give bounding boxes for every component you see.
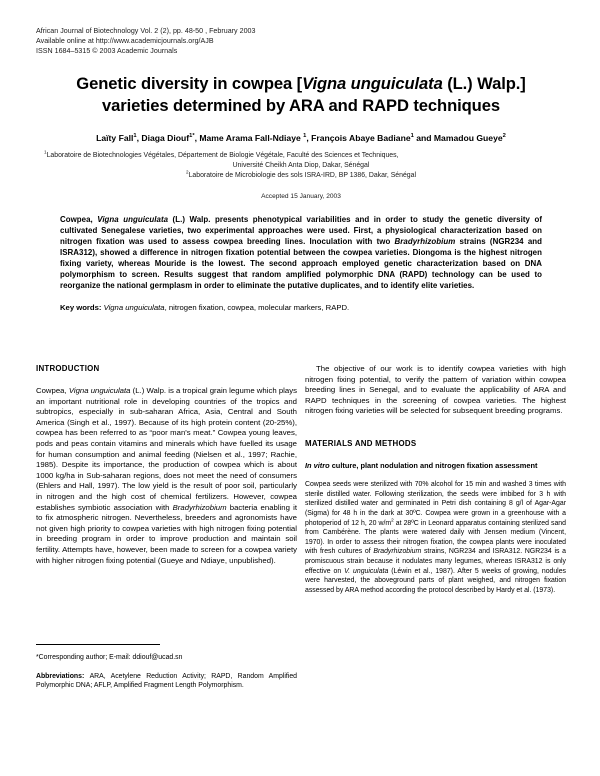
introduction-paragraph-1 [36,386,297,566]
journal-issn-line: ISSN 1684–5315 © 2003 Academic Journals [36,47,178,56]
materials-text-2: at 28ºC in Leonard apparatus containing sterilized sand from Cambérène. The plants were watered daily with Jensen medium (Vincent, 1970). In order to assess their nitrogen fixation, the cowpea plants were inoculated with fresh cultures of [305,519,566,556]
paper-title [36,73,566,118]
materials-text-3: strains, NGR234 and ISRA312. NGR234 is a promiscuous strain because it nodulates many legumes, whereas ISRA312 is only effective on [305,548,566,575]
subsection-heading-in-vitro-culture [305,461,566,471]
keywords [60,303,542,314]
abbreviations-text: ARA, Acetylene Reduction Activity; RAPD, Random Amplified Polymorphic DNA; AFLP, Amplified Fragment Length Polymorphism. [36,672,297,690]
materials-text-1: Cowpea seeds were sterilized with 70% alcohol for 15 min and washed 3 times with sterile distilled water. Following sterilization, the seeds were imbibed for 3 h with sterilized distilled water and germinated in Petri dish containing 8 g/l of Agar-Agar (Sigma) for 48 h in the dark at 30ºC. Cowpea were grown in a greenhouse with a photoperiod of 12 h, 20 w/m [305,481,566,527]
journal-header [36,26,566,57]
keywords-label: Key words: [60,303,104,313]
author-affiliation-marker: 1 [303,132,307,139]
title-species-name: Vigna unguiculata [302,73,443,93]
abstract-text-1: Cowpea, [60,214,98,224]
title-part-2: (L.) Walp.] [442,73,526,93]
author-list: Laïty Fall$^1$, Diaga Diouf$^{1*}$, Mame Arama Fall-Ndiaye $^1$, François Abaye Badiane$^1$ and Mamadou Gueye$^2$ [96,132,506,143]
abstract-genus-name: Bradyrhizobium [394,237,456,247]
abbreviations-note [36,672,297,691]
affiliation-1: $^1$Laboratoire de Biotechnologies Végétales, Département de Biologie Végétale, Faculté des Sciences et Techniques, [44,149,399,159]
abstract [60,214,542,292]
affiliation-marker: 2 [186,170,189,176]
accepted-date: Accepted 15 January, 2003 [261,192,341,200]
materials-text-4: (Léwin et al., 1987). After 5 weeks of growing, nodules were harvested, the aboveground parts of plant weighed, and nitrogen fixation assessed by ARA method according the protocol described by Hardy et al. (1973). [305,567,566,594]
affiliation-1-line2: Université Cheikh Anta Diop, Dakar, Sénégal [232,162,370,170]
affiliation-2: $^2$Laboratoire de Microbiologie des sols ISRA-IRD, BP 1386, Dakar, Sénégal [186,170,416,180]
journal-online-url-line: Available online at http://www.academicjournals.org/AJB [36,37,214,46]
intro-species-name: Vigna unguiculata [68,386,131,395]
section-heading-introduction: INTRODUCTION [36,364,100,373]
materials-species-name: V. unguiculata [344,567,389,575]
footnote-block [36,644,297,691]
keywords-species-name: Vigna unguiculata [103,303,165,313]
author-affiliation-marker: 1 [133,132,137,139]
intro-text-3: bacteria enabling it to fix atmospheric nitrogen. Nevertheless, breeders and agronomists have not given high priority to cowpea varieties with high nitrogen fixing potential in breeding program in order to improve production and maintain soil fertility. Attempts have, however, been made to screen for a cowpea variety with higher nitrogen fixing potential (Gueye and Ndiaye, unpublished). [36,502,297,565]
title-line-2: varieties determined by ARA and RAPD techniques [102,96,500,116]
intro-text-2: (L.) Walp. is a tropical grain legume which plays an important nutritional role in developing countries of the tropics and subtropics, especially in sub-saharan Africa, Asia, Central and South America (Singh et al., 1997). Because of its high protein content (20-25%), cowpea has been referred to as “poor man's meat.” Cowpea young leaves, pods and peas contain vitamins and minerals which have fuelled its usage for human consumption and animal feeding (Nielsen et al., 1997; Rachie, 1985). Despite its importance, the production of cowpea which is about 1000 kg/ha in Sub-saharan regions, does not meet the need of consumers (Ehlers and Hall, 1997). The low yield is the result of poor soil, particularly in nitrogen and the high cost of chemical fertilizers. However, cowpea establishes symbiotic association with [36,386,297,512]
abstract-text-3: strains (NGR234 and ISRA312), showed a difference in nitrogen fixation potential between the cowpea varieties. Diongoma is the highest nitrogen fixing variety, whereas Mouride is the lowest. The second approach employed genetic characterization based on DNA polymorphism to screen. Results suggest that random amplified polymorphic DNA (RAPD) technology can be used to reorganize the national germplasm in order to eliminate the putative duplicates, and to identify elite varieties. [60,237,542,291]
author-affiliation-marker: 1 [410,132,414,139]
abstract-text-2: (L.) Walp. presents phenotypical variabilities and in order to study the genetic diversity of cultivated Senegalese varieties, two experimental approaches were used. First, a physiological characterization based on nitrogen fixation was used to assess cowpea breeding lines. Inoculation with two [60,214,542,247]
intro-text-1: Cowpea, [36,386,69,395]
right-column [305,364,566,602]
affiliation-block [36,151,566,182]
section-heading-materials-and-methods: MATERIALS AND METHODS [305,438,417,448]
affiliation-marker: 1 [44,149,47,155]
corresponding-author-note: *Corresponding author; E-mail: ddiouf@ucad.sn [36,654,183,661]
left-column [36,364,297,574]
materials-paragraph-1 [305,480,566,595]
subheading-italic-part: In vitro [305,460,330,470]
journal-citation-line: African Journal of Biotechnology Vol. 2 (2), pp. 48-50 , February 2003 [36,27,256,35]
subheading-rest: culture, plant nodulation and nitrogen fixation assessment [329,460,538,470]
footnote-divider [36,644,160,645]
title-part-1: Genetic diversity in cowpea [ [76,73,303,93]
materials-genus-name: Bradyrhizobium [373,548,422,556]
materials-superscript: 2 [391,517,394,523]
intro-genus-name: Bradyrhizobium [172,502,227,512]
abstract-species-name: Vigna unguiculata [97,214,169,224]
keywords-list: , nitrogen fixation, cowpea, molecular markers, RAPD. [164,303,350,313]
abbreviations-label: Abbreviations: [36,672,90,680]
author-affiliation-marker: 2 [502,132,506,139]
two-column-body [36,364,566,764]
introduction-paragraph-2: The objective of our work is to identify cowpea varieties with high nitrogen fixing potential, to verify the pattern of variation within cowpea breeding lines in Senegal, and to evaluate the applicability of ARA and RAPD techniques in the screening of cowpea varieties. The highest nitrogen fixing varieties will be selected for subsequent breeding programs. [305,364,566,416]
author-affiliation-marker: 1* [189,132,195,139]
